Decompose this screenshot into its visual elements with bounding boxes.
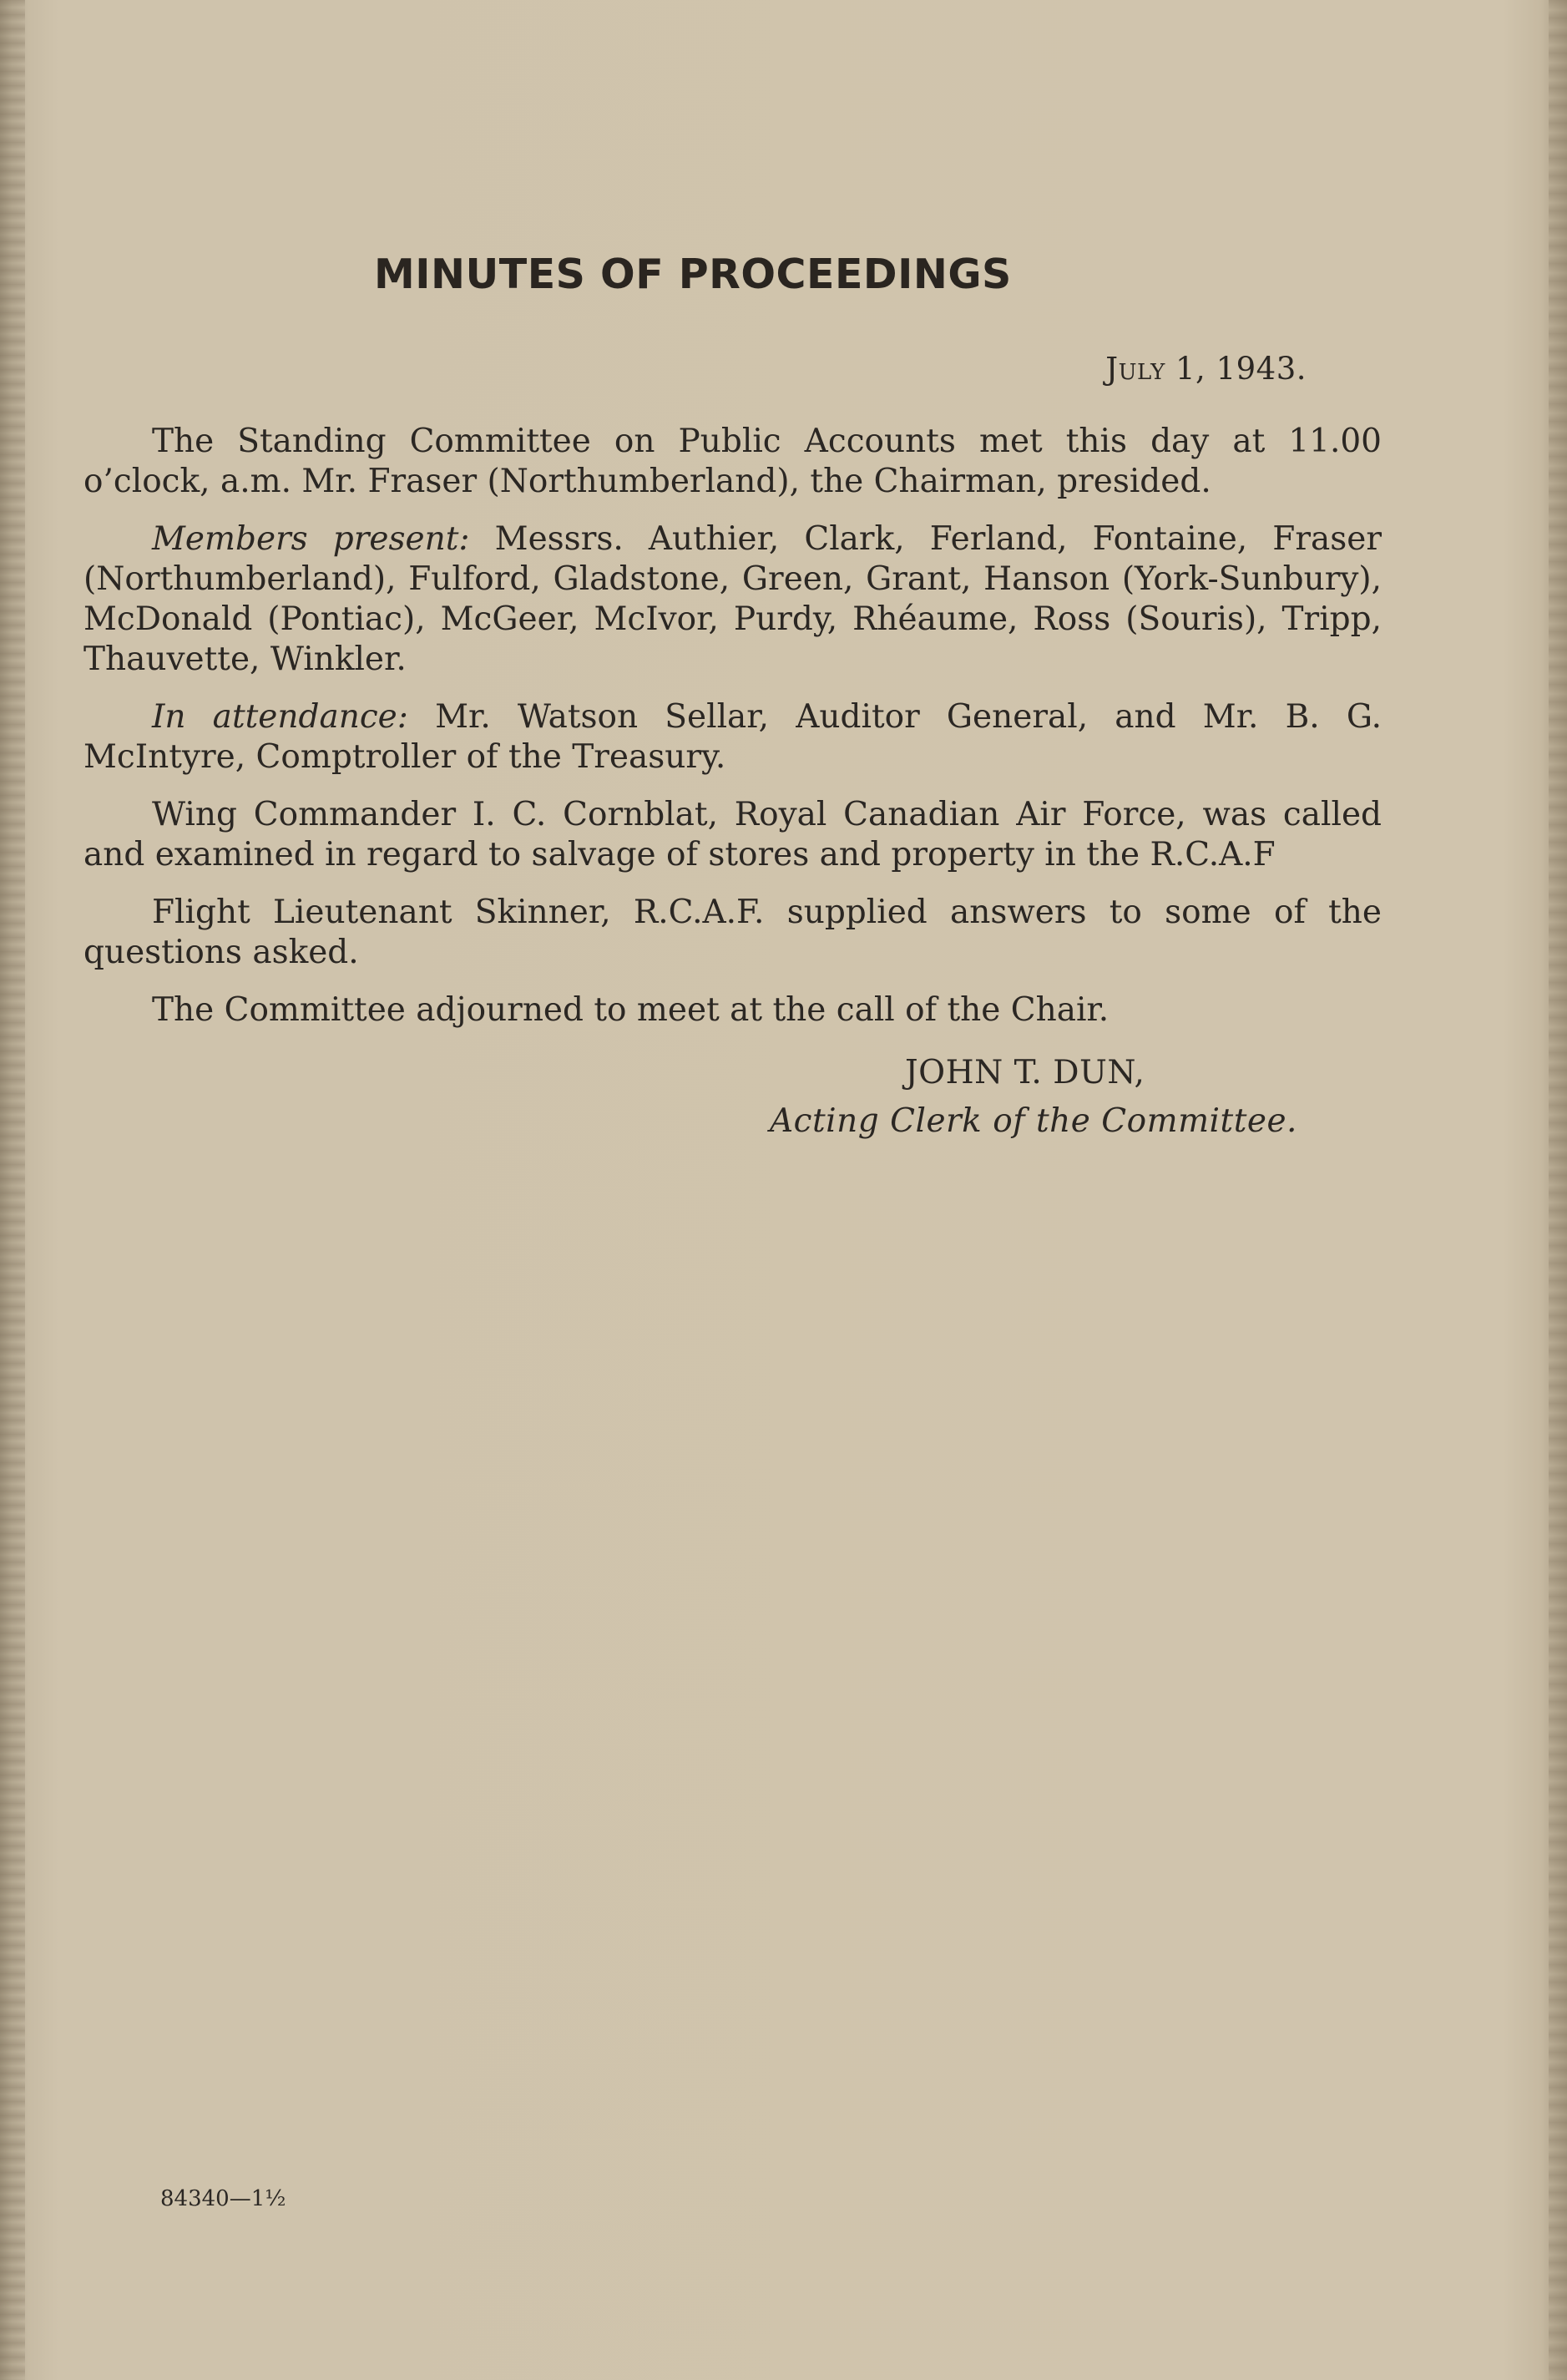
signature-title: Acting Clerk of the Committee.	[770, 1102, 1297, 1140]
opening-paragraph: The Standing Committee on Public Accounts met this day at 11.00 o’clock, a.m. Mr. Fraser (Northumberland), the Chairman, presided.	[83, 423, 1382, 500]
members-present-paragraph	[83, 519, 1382, 680]
adjournment-paragraph: The Committee adjourned to meet at the call of the Chair.	[152, 991, 1110, 1029]
members-present-list: Messrs. Authier, Clark, Ferland, Fontaine, Fraser (Northumberland), Fulford, Gladstone, Green, Grant, Hanson (York-Sunbury), McDonald (Pontiac), McGeer, McIvor, Purdy, Rhéaume, Ross (Souris), Tripp, Thauvette, Winkler.	[83, 520, 1382, 678]
printer-code: 84340—1½	[160, 2186, 286, 2211]
signature-name: JOHN T. DUN,	[905, 1054, 1145, 1091]
meeting-date: July 1, 1943.	[1105, 351, 1307, 387]
in-attendance-paragraph	[83, 697, 1382, 777]
witness-paragraph: Wing Commander I. C. Cornblat, Royal Canadian Air Force, was called and examined in regard to salvage of stores and property in the R.C.A.F	[83, 796, 1382, 874]
members-present-label: Members present:	[152, 520, 470, 558]
page-edge	[1549, 0, 1567, 2380]
in-attendance-list: Mr. Watson Sellar, Auditor General, and Mr. B. G. McIntyre, Comptroller of the Treasury.	[83, 698, 1382, 776]
binding-edge	[0, 0, 25, 2380]
page-title: MINUTES OF PROCEEDINGS	[374, 251, 1012, 298]
in-attendance-label: In attendance:	[152, 698, 408, 736]
answers-paragraph: Flight Lieutenant Skinner, R.C.A.F. supplied answers to some of the questions asked.	[83, 894, 1382, 971]
minutes-body	[83, 422, 1382, 1048]
